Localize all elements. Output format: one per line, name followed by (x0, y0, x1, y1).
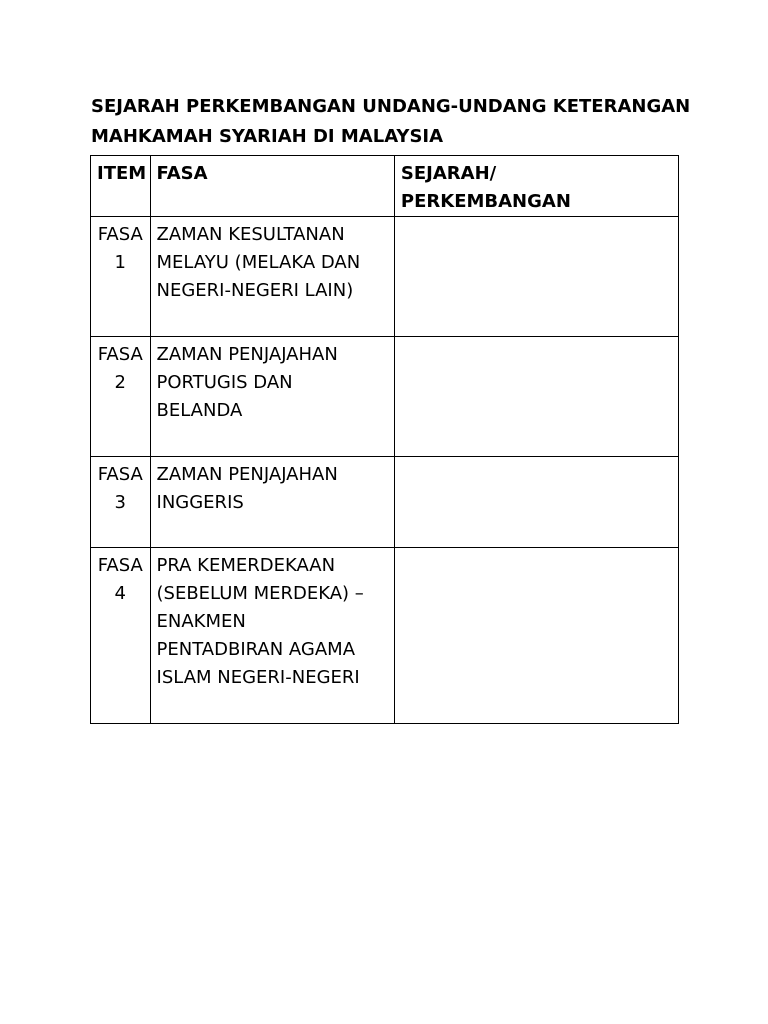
table-row (91, 548, 679, 724)
header-sejarah-line-1: SEJARAH/ (400, 163, 497, 184)
item-label: FASA (97, 555, 143, 576)
sejarah-cell (394, 337, 678, 457)
fasa-line: MELAYU (MELAKA DAN (156, 252, 361, 273)
fasa-line: ZAMAN KESULTANAN (156, 224, 345, 245)
fasa-cell (150, 217, 394, 337)
fasa-table (90, 155, 679, 724)
document-title (91, 92, 691, 152)
item-number: 2 (114, 372, 126, 393)
sejarah-cell (394, 457, 678, 548)
item-label: FASA (97, 464, 143, 485)
table-row (91, 457, 679, 548)
document-title-line-2: MAHKAMAH SYARIAH DI MALAYSIA (91, 126, 444, 147)
item-cell (91, 337, 151, 457)
fasa-cell (150, 548, 394, 724)
header-item: ITEM (91, 156, 151, 217)
item-label: FASA (97, 224, 143, 245)
table-row (91, 337, 679, 457)
fasa-cell (150, 337, 394, 457)
fasa-line: PENTADBIRAN AGAMA (156, 639, 356, 660)
fasa-line: ZAMAN PENJAJAHAN (156, 464, 338, 485)
fasa-line: PRA KEMERDEKAAN (156, 555, 336, 576)
item-number: 3 (114, 492, 126, 513)
fasa-line: INGGERIS (156, 492, 244, 513)
sejarah-cell (394, 217, 678, 337)
fasa-line: ENAKMEN (156, 611, 246, 632)
table-header-row (91, 156, 679, 217)
item-cell (91, 457, 151, 548)
item-label: FASA (97, 344, 143, 365)
header-sejarah (394, 156, 678, 217)
item-number: 1 (114, 252, 126, 273)
document-title-line-1: SEJARAH PERKEMBANGAN UNDANG-UNDANG KETERANGAN (91, 96, 691, 117)
header-fasa: FASA (150, 156, 394, 217)
fasa-line: NEGERI-NEGERI LAIN) (156, 280, 354, 301)
table-row (91, 217, 679, 337)
item-cell (91, 548, 151, 724)
fasa-line: (SEBELUM MERDEKA) – (156, 583, 364, 604)
item-number: 4 (114, 583, 126, 604)
header-sejarah-line-2: PERKEMBANGAN (400, 191, 571, 212)
fasa-line: BELANDA (156, 400, 243, 421)
sejarah-cell (394, 548, 678, 724)
item-cell (91, 217, 151, 337)
fasa-cell (150, 457, 394, 548)
fasa-line: PORTUGIS DAN (156, 372, 293, 393)
fasa-line: ZAMAN PENJAJAHAN (156, 344, 338, 365)
fasa-line: ISLAM NEGERI-NEGERI (156, 667, 360, 688)
